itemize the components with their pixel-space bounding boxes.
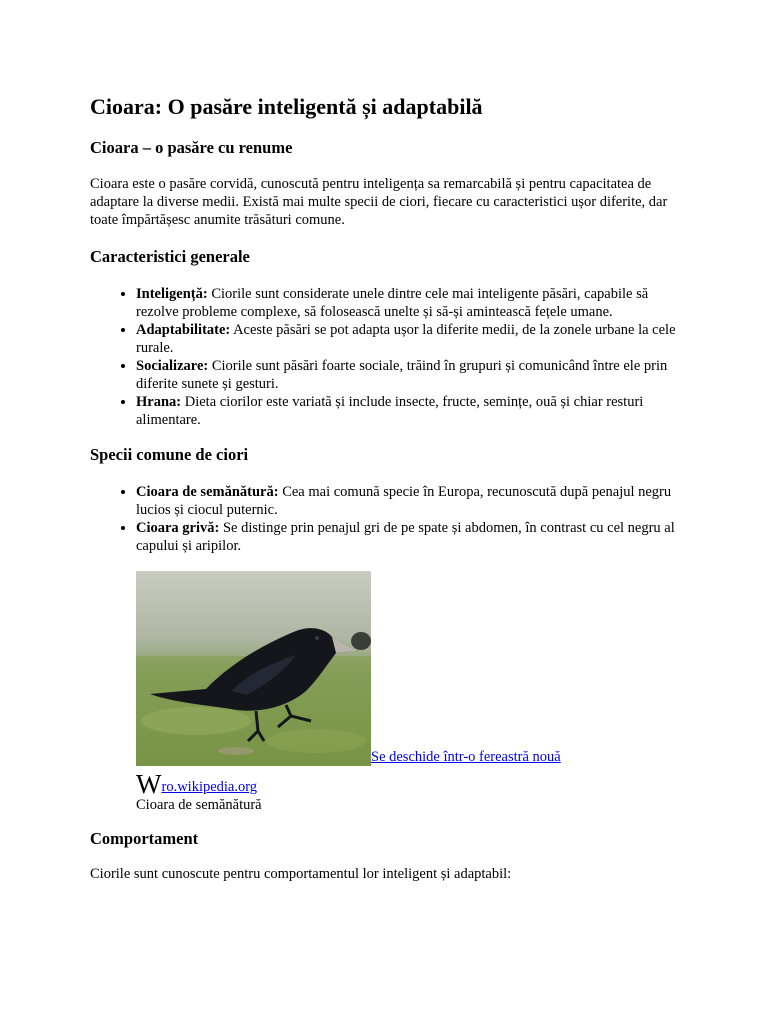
list-item: [136, 285, 680, 321]
behaviour-paragraph: Ciorile sunt cunoscute pentru comportamentul lor inteligent și adaptabil:: [90, 866, 512, 882]
species-list: [90, 483, 680, 555]
list-item: [136, 357, 680, 393]
list-item: [136, 393, 680, 429]
section-heading-specii: Specii comune de ciori: [90, 445, 249, 464]
list-item-term: Inteligență:: [136, 286, 208, 302]
list-item-text: Ciorile sunt păsări foarte sociale, trăind în grupuri și comunicând între ele prin diferite sunete și gesturi.: [136, 358, 668, 392]
characteristics-list: [90, 285, 680, 429]
list-item-term: Adaptabilitate:: [136, 322, 231, 338]
list-item-text: Cea mai comună specie în Europa, recunoscută după penajul negru lucios și ciocul puternic.: [136, 484, 672, 518]
wikipedia-logo-icon: W: [136, 769, 162, 799]
section-heading-comportament: Comportament: [90, 829, 199, 848]
open-new-window-link[interactable]: Se deschide într-o fereastră nouă: [371, 749, 561, 765]
image-source: [136, 769, 680, 799]
image-caption: Cioara de semănătură: [136, 797, 262, 813]
list-item-term: Cioara de semănătură:: [136, 484, 279, 500]
article: [90, 92, 680, 883]
list-item-text: Dieta ciorilor este variată și include insecte, fructe, semințe, ouă și chiar resturi alimentare.: [136, 394, 644, 428]
list-item-text: Se distinge prin penajul gri de pe spate și abdomen, în contrast cu cel negru al capului și aripilor.: [136, 520, 675, 554]
rook-photo[interactable]: [136, 571, 371, 766]
page-title: Cioara: O pasăre inteligentă și adaptabilă: [90, 94, 483, 119]
list-item: [136, 321, 680, 357]
list-item-text: Ciorile sunt considerate unele dintre cele mai inteligente păsări, capabile să rezolve probleme complexe, să folosească unelte și să-și amintească fețele umane.: [136, 286, 649, 320]
list-item-term: Socializare:: [136, 358, 209, 374]
section-heading-caracteristici: Caracteristici generale: [90, 247, 250, 266]
intro-paragraph: Cioara este o pasăre corvidă, cunoscută pentru inteligența sa remarcabilă și pentru capacitatea de adaptare la diverse medii. Există mai multe specii de ciori, fiecare cu caracteristici ușor diferite, dar toate împărtășesc anumite trăsături comune.: [90, 176, 668, 228]
list-item-term: Hrana:: [136, 394, 182, 410]
list-item: [136, 483, 680, 519]
list-item-term: Cioara grivă:: [136, 520, 220, 536]
list-item-text: Aceste păsări se pot adapta ușor la diferite medii, de la zonele urbane la cele rurale.: [136, 322, 676, 356]
figure: [136, 571, 680, 766]
source-link[interactable]: ro.wikipedia.org: [161, 779, 258, 795]
section-heading-renume: Cioara – o pasăre cu renume: [90, 138, 293, 157]
list-item: [136, 519, 680, 555]
